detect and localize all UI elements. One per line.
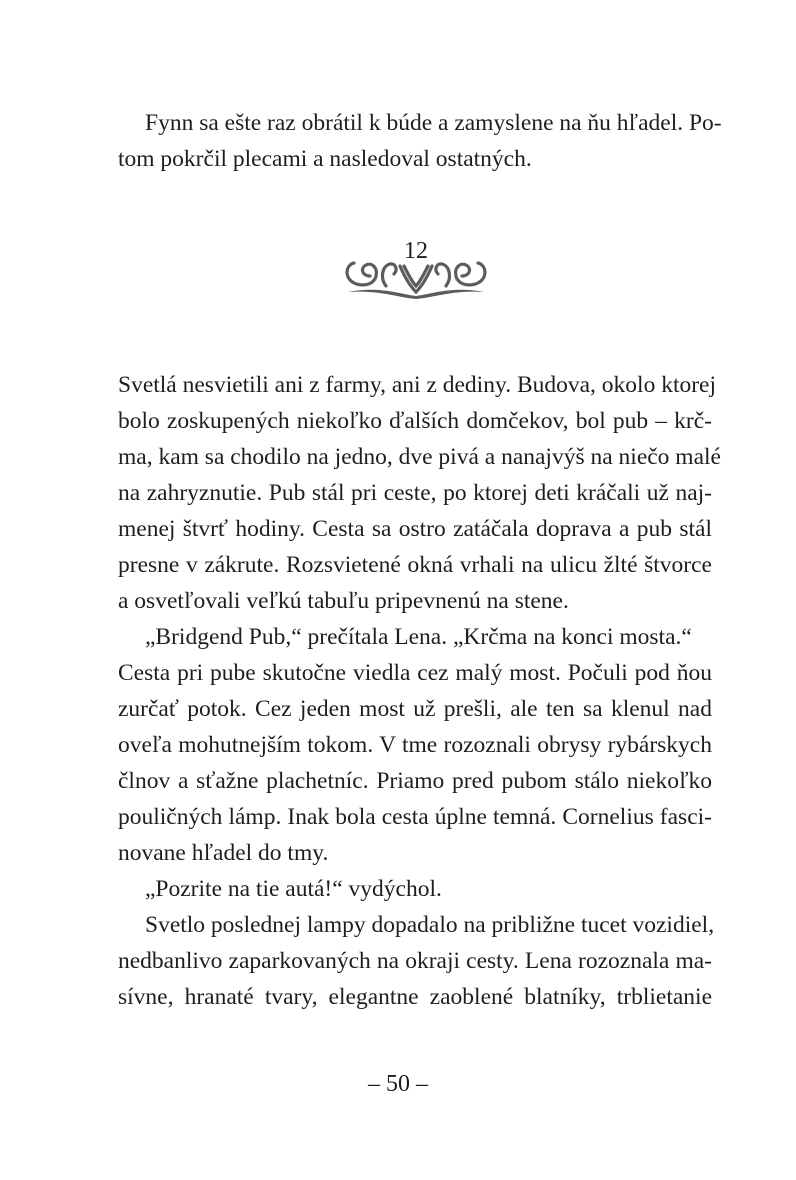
body-line: sívne, hranaté tvary, elegantne zaoblené blatníky, trblietanie: [118, 984, 712, 1010]
body-line: a osvetľovali veľkú tabuľu pripevnenú na stene.: [118, 588, 569, 614]
body-line: presne v zákrute. Rozsvietené okná vrhali na ulicu žlté štvorce: [118, 552, 712, 578]
body-line: oveľa mohutnejším tokom. V tme rozoznali obrysy rybárskych: [118, 732, 712, 758]
body-line: na zahryznutie. Pub stál pri ceste, po ktorej deti kráčali už naj-: [118, 480, 712, 506]
body-line: „Pozrite na tie autá!“ vydýchol.: [145, 876, 442, 902]
intro-line: Fynn sa ešte raz obrátil k búde a zamyslene na ňu hľadel. Po-: [145, 110, 722, 136]
body-line: Svetlo poslednej lampy dopadalo na približne tucet vozidiel,: [145, 912, 715, 938]
body-line: menej štvrť hodiny. Cesta sa ostro zatáčala doprava a pub stál: [118, 516, 712, 542]
body-line: člnov a sťažne plachetníc. Priamo pred pubom stálo niekoľko: [118, 768, 712, 794]
body-line: novane hľadel do tmy.: [118, 840, 329, 866]
body-line: pouličných lámp. Inak bola cesta úplne temná. Cornelius fasci-: [118, 804, 712, 830]
intro-line: tom pokrčil plecami a nasledoval ostatných.: [118, 146, 532, 172]
body-line: Svetlá nesvietili ani z farmy, ani z dediny. Budova, okolo ktorej: [118, 372, 717, 398]
body-line: zurčať potok. Cez jeden most už prešli, ale ten sa klenul nad: [118, 696, 712, 722]
body-line: „Bridgend Pub,“ prečítala Lena. „Krčma na konci mosta.“: [145, 624, 692, 650]
body-line: ma, kam sa chodilo na jedno, dve pivá a nanajvýš na niečo malé: [118, 444, 721, 470]
body-line: nedbanlivo zaparkovaných na okraji cesty. Lena rozoznala ma-: [118, 948, 712, 974]
body-line: Cesta pri pube skutočne viedla cez malý most. Počuli pod ňou: [118, 660, 712, 686]
chapter-number: 12: [404, 238, 428, 264]
body-line: bolo zoskupených niekoľko ďalších domčekov, bol pub – krč-: [118, 408, 712, 434]
page-number: – 50 –: [368, 1071, 428, 1097]
